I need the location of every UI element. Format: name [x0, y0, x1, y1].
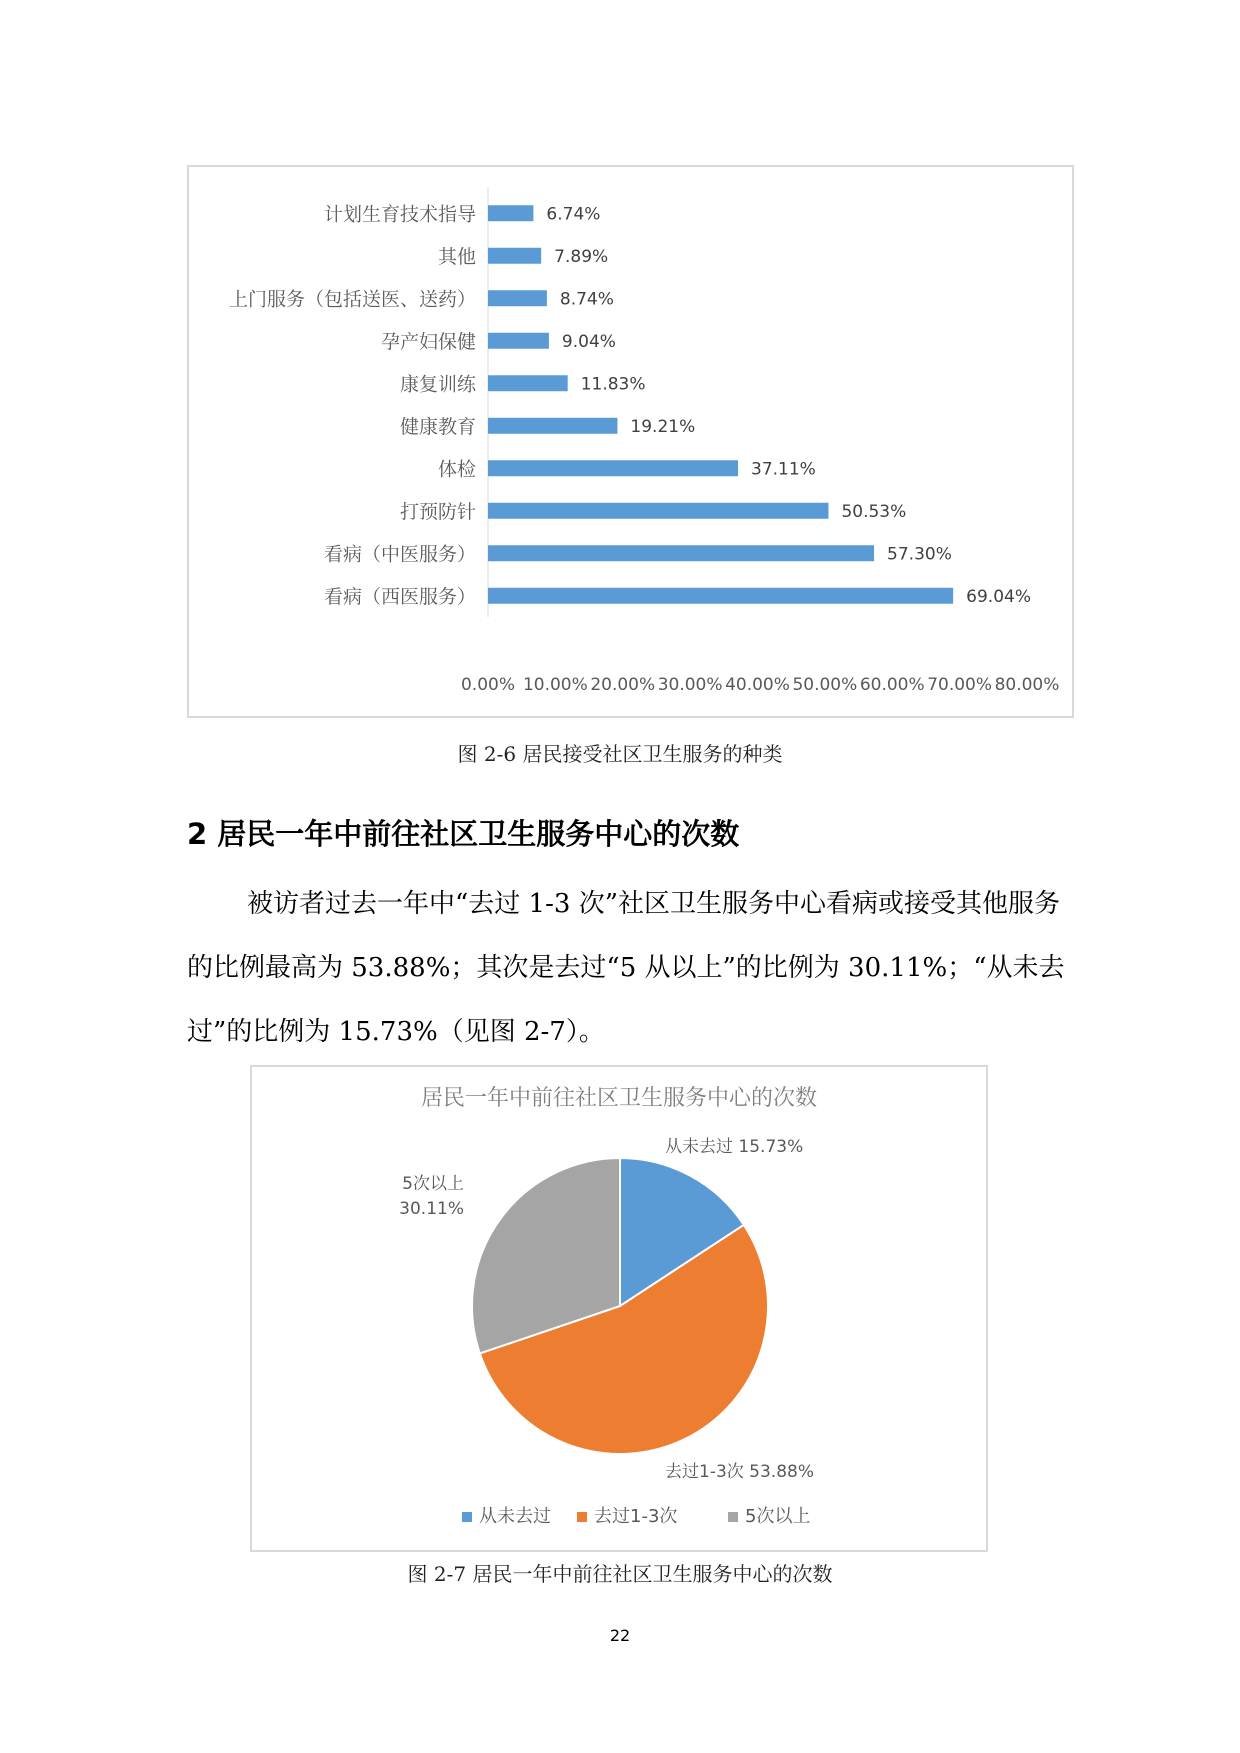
data-label: 50.53%	[841, 501, 907, 522]
data-label: 19.21%	[630, 416, 696, 437]
bar	[488, 205, 533, 221]
legend-label: 去过1-3次	[594, 1506, 678, 1527]
bar	[488, 248, 541, 264]
category-label: 看病（西医服务）	[323, 585, 476, 608]
legend-label: 从未去过	[479, 1506, 551, 1527]
slice-label: 去过1-3次 53.88%	[665, 1462, 814, 1482]
body-paragraph: 被访者过去一年中“去过 1-3 次”社区卫生服务中心看病或接受其他服务的比例最高为 53.88%；其次是去过“5 从以上”的比例为 30.11%；“从未去过”的比例为 15.73%（见图 2-7）。	[187, 889, 1065, 1047]
slice-label: 从未去过 15.73%	[665, 1137, 804, 1157]
slice-value-label: 30.11%	[399, 1199, 464, 1219]
data-label: 6.74%	[546, 204, 601, 225]
chart-title: 居民一年中前往社区卫生服务中心的次数	[420, 1086, 818, 1111]
data-label: 8.74%	[559, 289, 614, 310]
x-tick-label: 60.00%	[859, 675, 925, 695]
slice-label: 5次以上	[402, 1174, 464, 1194]
x-tick-label: 0.00%	[460, 675, 516, 695]
x-tick-label: 30.00%	[657, 675, 723, 695]
bar	[488, 290, 547, 306]
legend-swatch	[728, 1512, 738, 1522]
bar-chart	[189, 167, 1072, 716]
bar	[488, 460, 738, 476]
bar	[488, 545, 874, 561]
legend-swatch	[462, 1512, 472, 1522]
category-label: 孕产妇保健	[380, 330, 476, 353]
x-tick-label: 20.00%	[590, 675, 656, 695]
legend-swatch	[577, 1512, 587, 1522]
category-label: 其他	[437, 245, 476, 268]
category-label: 健康教育	[399, 415, 476, 438]
category-label: 体检	[437, 458, 476, 481]
x-tick-label: 70.00%	[927, 675, 993, 695]
data-label: 69.04%	[966, 586, 1031, 607]
category-label: 计划生育技术指导	[323, 203, 476, 226]
bar-chart-frame	[187, 165, 1074, 718]
pie-chart	[252, 1067, 986, 1550]
pie-chart-frame	[250, 1065, 988, 1552]
bar	[488, 418, 617, 434]
figure-2-7-caption: 图 2-7 居民一年中前往社区卫生服务中心的次数	[407, 1562, 833, 1586]
section-heading: 2 居民一年中前往社区卫生服务中心的次数	[187, 817, 740, 851]
category-label: 上门服务（包括送医、送药）	[228, 288, 476, 311]
bar	[488, 503, 828, 519]
bar	[488, 333, 549, 349]
category-label: 打预防针	[399, 500, 476, 523]
figure-2-6-caption: 图 2-6 居民接受社区卫生服务的种类	[457, 742, 783, 766]
x-tick-label: 10.00%	[522, 675, 588, 695]
category-label: 康复训练	[399, 373, 476, 396]
data-label: 9.04%	[561, 331, 616, 352]
category-label: 看病（中医服务）	[323, 543, 476, 566]
data-label: 37.11%	[751, 459, 816, 480]
data-label: 7.89%	[554, 246, 609, 267]
x-tick-label: 80.00%	[994, 675, 1060, 695]
x-tick-label: 40.00%	[725, 675, 790, 695]
x-tick-label: 50.00%	[792, 675, 858, 695]
data-label: 11.83%	[580, 374, 646, 395]
data-label: 57.30%	[887, 544, 952, 565]
bar	[488, 375, 568, 391]
page-number: 22	[609, 1626, 631, 1645]
bar	[488, 588, 953, 604]
legend-label: 5次以上	[745, 1506, 811, 1527]
